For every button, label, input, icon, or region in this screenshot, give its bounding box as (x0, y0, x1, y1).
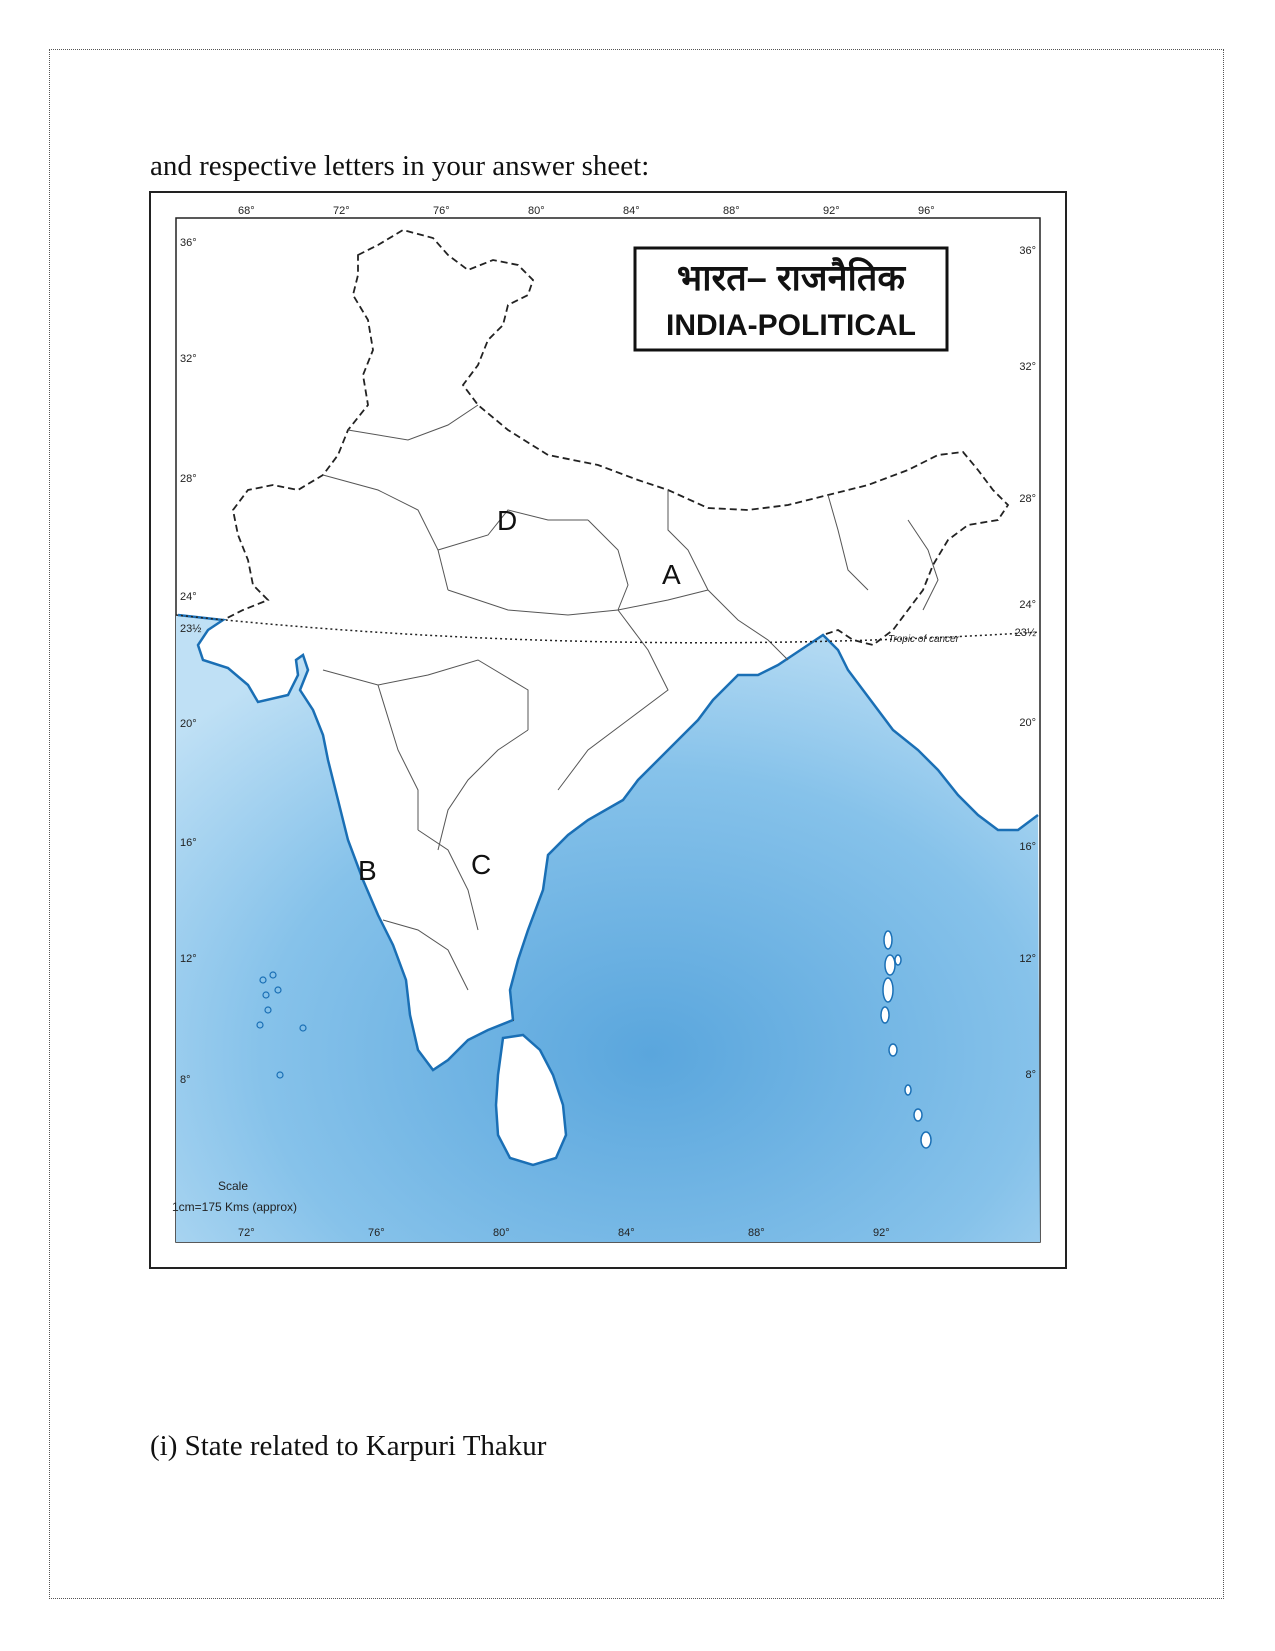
lon-tick-label: 68° (238, 205, 255, 217)
lon-tick-label: 88° (723, 205, 740, 217)
lon-tick-label: 80° (528, 205, 545, 217)
lon-tick-label: 76° (433, 205, 450, 217)
marker-c: C (471, 849, 492, 880)
tropic-of-cancer-label: Tropic of cancer (888, 634, 959, 645)
lat-tick-label: 16° (1019, 841, 1036, 853)
lon-tick-label: 76° (368, 1227, 385, 1239)
lon-tick-label: 72° (333, 205, 350, 217)
lon-tick-label: 84° (623, 205, 640, 217)
lat-tick-label: 20° (180, 718, 197, 730)
lon-tick-label: 96° (918, 205, 935, 217)
india-political-map (148, 190, 1068, 1270)
lon-tick-label: 72° (238, 1227, 255, 1239)
lat-tick-label: 24° (1019, 599, 1036, 611)
lat-tick-label: 8° (1025, 1069, 1036, 1081)
lat-tick-label: 36° (180, 237, 197, 249)
map-title-hindi: भारत– राजनैतिक (676, 257, 906, 298)
marker-b: B (358, 855, 377, 886)
marker-a: A (662, 559, 681, 590)
lat-tick-label: 12° (180, 953, 197, 965)
lat-tick-label: 36° (1019, 245, 1036, 257)
lon-tick-label: 80° (493, 1227, 510, 1239)
lat-tick-label: 12° (1019, 953, 1036, 965)
question-text: (i) State related to Karpuri Thakur (150, 1430, 547, 1462)
marker-d: D (497, 505, 518, 536)
lat-tick-label: 8° (180, 1074, 191, 1086)
scale-value: 1cm=175 Kms (approx) (172, 1200, 298, 1214)
scale-label: Scale (218, 1179, 249, 1193)
lon-tick-label: 92° (873, 1227, 890, 1239)
lat-tick-label: 23½ (180, 623, 202, 635)
lon-tick-label: 88° (748, 1227, 765, 1239)
instruction-text: and respective letters in your answer sheet: (150, 150, 650, 182)
map-title-english: INDIA-POLITICAL (666, 309, 916, 342)
lat-tick-label: 24° (180, 591, 197, 603)
lat-tick-label: 28° (1019, 493, 1036, 505)
lon-tick-label: 92° (823, 205, 840, 217)
lat-tick-label: 32° (1019, 361, 1036, 373)
lat-tick-label: 28° (180, 473, 197, 485)
lat-tick-label: 16° (180, 837, 197, 849)
lat-tick-label: 23½ (1014, 627, 1036, 639)
lat-tick-label: 32° (180, 353, 197, 365)
lon-tick-label: 84° (618, 1227, 635, 1239)
lat-tick-label: 20° (1019, 717, 1036, 729)
